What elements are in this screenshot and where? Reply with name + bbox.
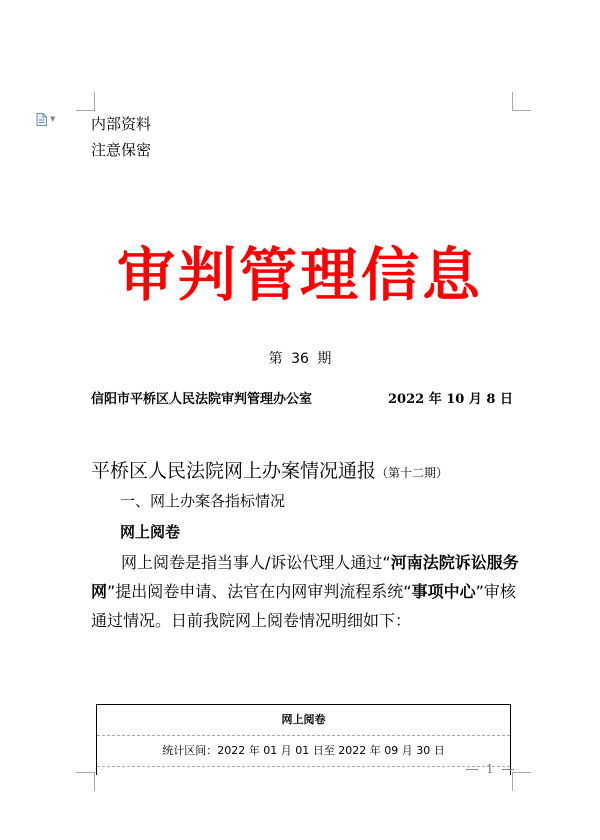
issue-date: 2022 年 10 月 8 日 [388, 392, 513, 407]
margin-marker-top-left [76, 92, 95, 111]
report-title-suffix: （第十二期） [376, 466, 449, 480]
footer-dash-left [466, 769, 478, 770]
report-title [91, 456, 448, 483]
page-footer [466, 762, 514, 776]
margin-marker-bottom-left [76, 772, 95, 791]
page-number: 1 [486, 762, 494, 776]
subsection-heading: 网上阅卷 [120, 523, 181, 541]
table-header: 网上阅卷 [97, 705, 510, 736]
margin-marker-bottom-right [512, 772, 531, 791]
classification-label: 内部资料 [91, 115, 152, 133]
masthead-title: 审判管理信息 [116, 241, 483, 309]
footer-dash-right [502, 769, 514, 770]
section-heading: 一、网上办案各指标情况 [120, 492, 286, 510]
issue-number: 第 36 期 [268, 351, 332, 367]
table-period-row: 统计区间：2022 年 01 月 01 日至 2022 年 09 月 30 日 [97, 736, 510, 767]
body-paragraph [91, 548, 523, 635]
para-bold-2: 事项中心 [411, 582, 476, 601]
document-icon [36, 113, 47, 126]
para-text-2: ”提出阅卷申请、法官在内网审判流程系统“ [107, 582, 412, 601]
para-bold-1: 河南法院诉讼服务网 [91, 553, 519, 601]
reading-stats-table [96, 704, 511, 775]
chevron-down-icon: ▼ [50, 115, 56, 123]
confidential-label: 注意保密 [91, 141, 152, 159]
report-title-text: 平桥区人民法院网上办案情况通报 [91, 460, 377, 482]
para-text-3: ”审核通过情况。日前我院网上阅卷情况明细如下： [91, 582, 516, 630]
paste-options-button[interactable] [36, 113, 55, 126]
issuing-office: 信阳市平桥区人民法院审判管理办公室 [91, 392, 313, 407]
margin-marker-top-right [512, 92, 531, 111]
para-text-1: 网上阅卷是指当事人/诉讼代理人通过“ [121, 553, 391, 572]
